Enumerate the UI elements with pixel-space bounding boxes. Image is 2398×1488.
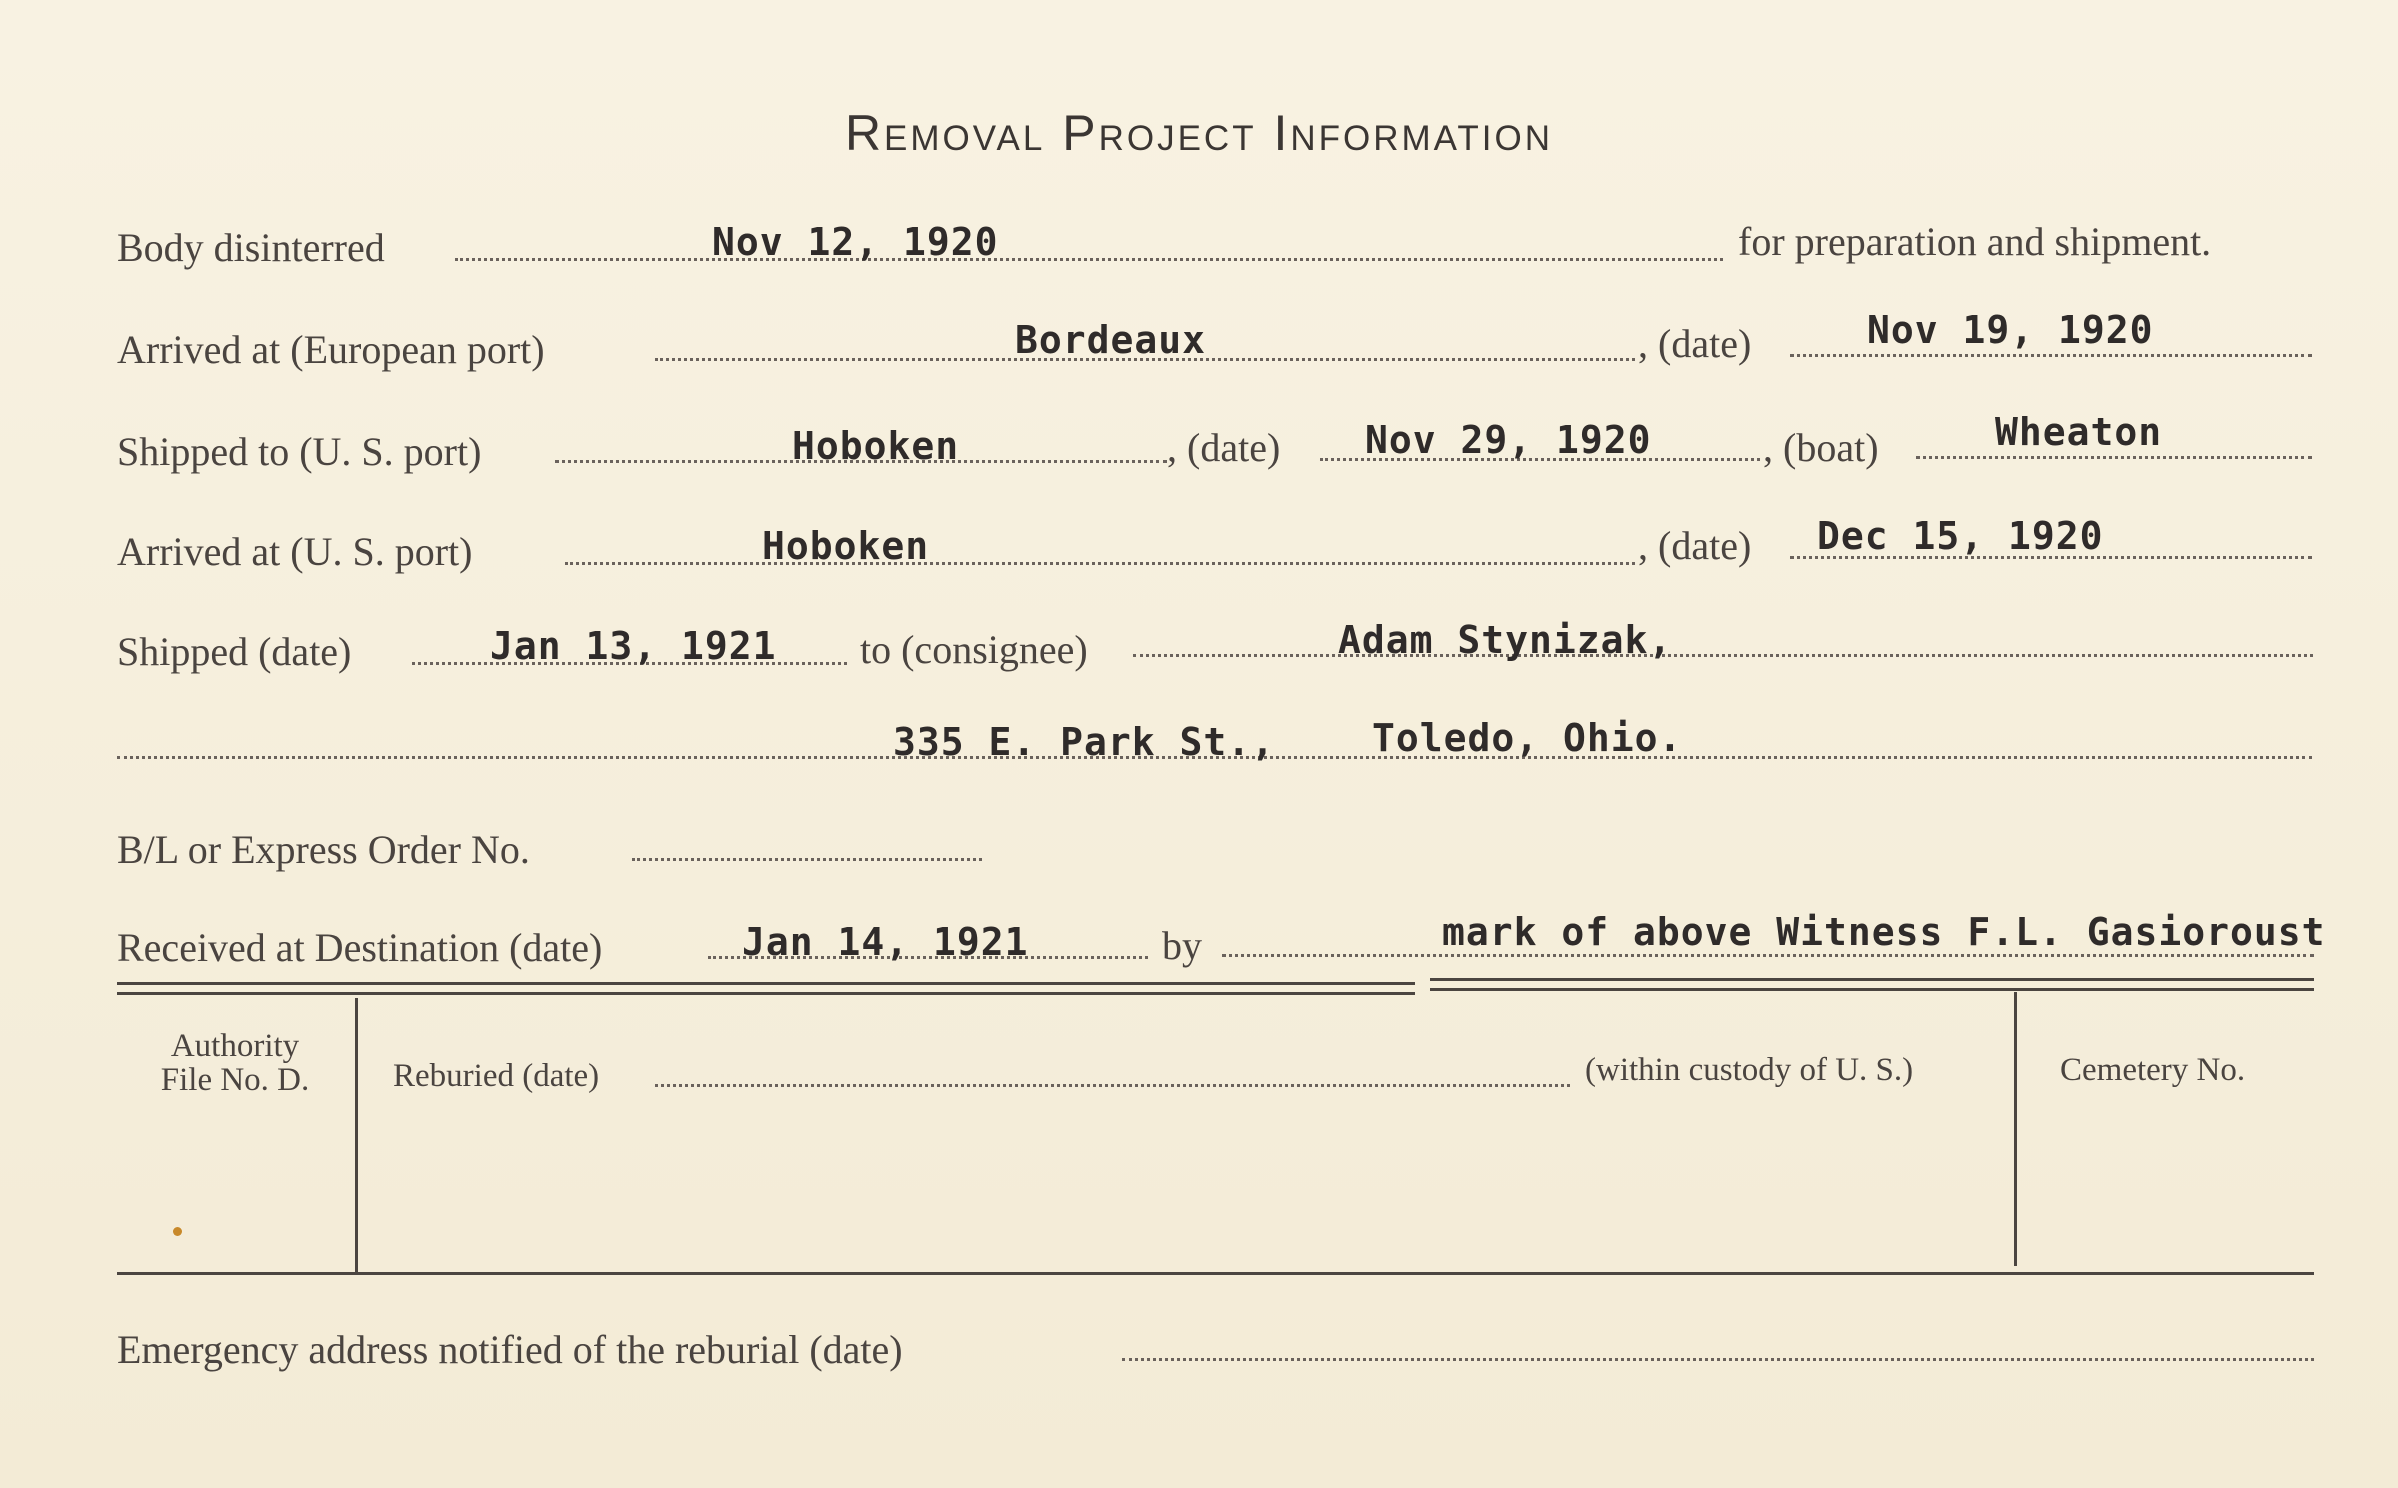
consignee-city-value: Toledo, Ohio. (1372, 716, 1683, 760)
page-title: Removal Project Information (844, 105, 1554, 161)
body-disinterred-value: Nov 12, 1920 (712, 220, 999, 264)
express-order-line (632, 858, 982, 861)
boat-label: , (boat) (1763, 425, 1879, 470)
consignee-street-value: 335 E. Park St., (893, 720, 1276, 764)
authority-label-line1: Authority (170, 1028, 300, 1064)
body-disinterred-line (455, 258, 1723, 261)
european-port-date-line (1790, 354, 2312, 357)
us-port-arrived-line (565, 562, 1635, 565)
consignee-label: to (consignee) (860, 627, 1088, 672)
us-port-shipped-date-label: , (date) (1167, 425, 1281, 470)
reburied-date-label: Reburied (date) (393, 1058, 600, 1094)
consignee-value: Adam Stynizak, (1338, 618, 1673, 662)
us-port-arrived-date-value: Dec 15, 1920 (1817, 514, 2104, 558)
boat-value: Wheaton (1995, 410, 2163, 454)
us-port-shipped-date-value: Nov 29, 1920 (1365, 418, 1652, 462)
ink-speck (173, 1227, 182, 1236)
emergency-address-label: Emergency address notified of the reburial (date) (117, 1327, 903, 1372)
emergency-address-line (1122, 1358, 2314, 1361)
received-by-label: by (1162, 923, 1202, 968)
shipped-date-label: Shipped (date) (117, 629, 352, 674)
express-order-label: B/L or Express Order No. (117, 827, 530, 872)
table-bottom-rule (117, 1272, 2314, 1275)
european-port-date-label: , (date) (1638, 321, 1752, 366)
shipped-date-value: Jan 13, 1921 (490, 624, 777, 668)
table-top-rule (117, 982, 1415, 985)
received-destination-value: Jan 14, 1921 (742, 920, 1029, 964)
us-port-arrived-date-label: , (date) (1638, 523, 1752, 568)
table-divider-left (355, 998, 358, 1272)
cemetery-number-label: Cemetery No. (2060, 1052, 2246, 1088)
table-divider-right (2014, 992, 2017, 1266)
custody-label: (within custody of U. S.) (1585, 1052, 1914, 1088)
preparation-suffix-label: for preparation and shipment. (1738, 219, 2212, 264)
european-port-label: Arrived at (European port) (117, 327, 545, 372)
us-port-arrived-value: Hoboken (762, 524, 930, 568)
boat-line (1916, 456, 2312, 459)
consignee-line (1133, 654, 2313, 657)
table-top-rule-right-inner (1430, 988, 2314, 991)
received-destination-label: Received at Destination (date) (117, 925, 603, 970)
european-port-date-value: Nov 19, 1920 (1867, 308, 2154, 352)
us-port-arrived-label: Arrived at (U. S. port) (117, 529, 473, 574)
received-by-line (1222, 954, 2314, 957)
european-port-value: Bordeaux (1015, 318, 1207, 362)
reburied-date-line (655, 1084, 1570, 1087)
authority-label-line2: File No. D. (160, 1062, 310, 1098)
received-by-value: mark of above Witness F.L. Gasioroust (1442, 910, 2326, 954)
us-port-shipped-label: Shipped to (U. S. port) (117, 429, 482, 474)
us-port-shipped-value: Hoboken (792, 424, 960, 468)
body-disinterred-label: Body disinterred (117, 225, 385, 270)
table-top-rule-inner (117, 992, 1415, 995)
table-top-rule-right (1430, 978, 2314, 981)
